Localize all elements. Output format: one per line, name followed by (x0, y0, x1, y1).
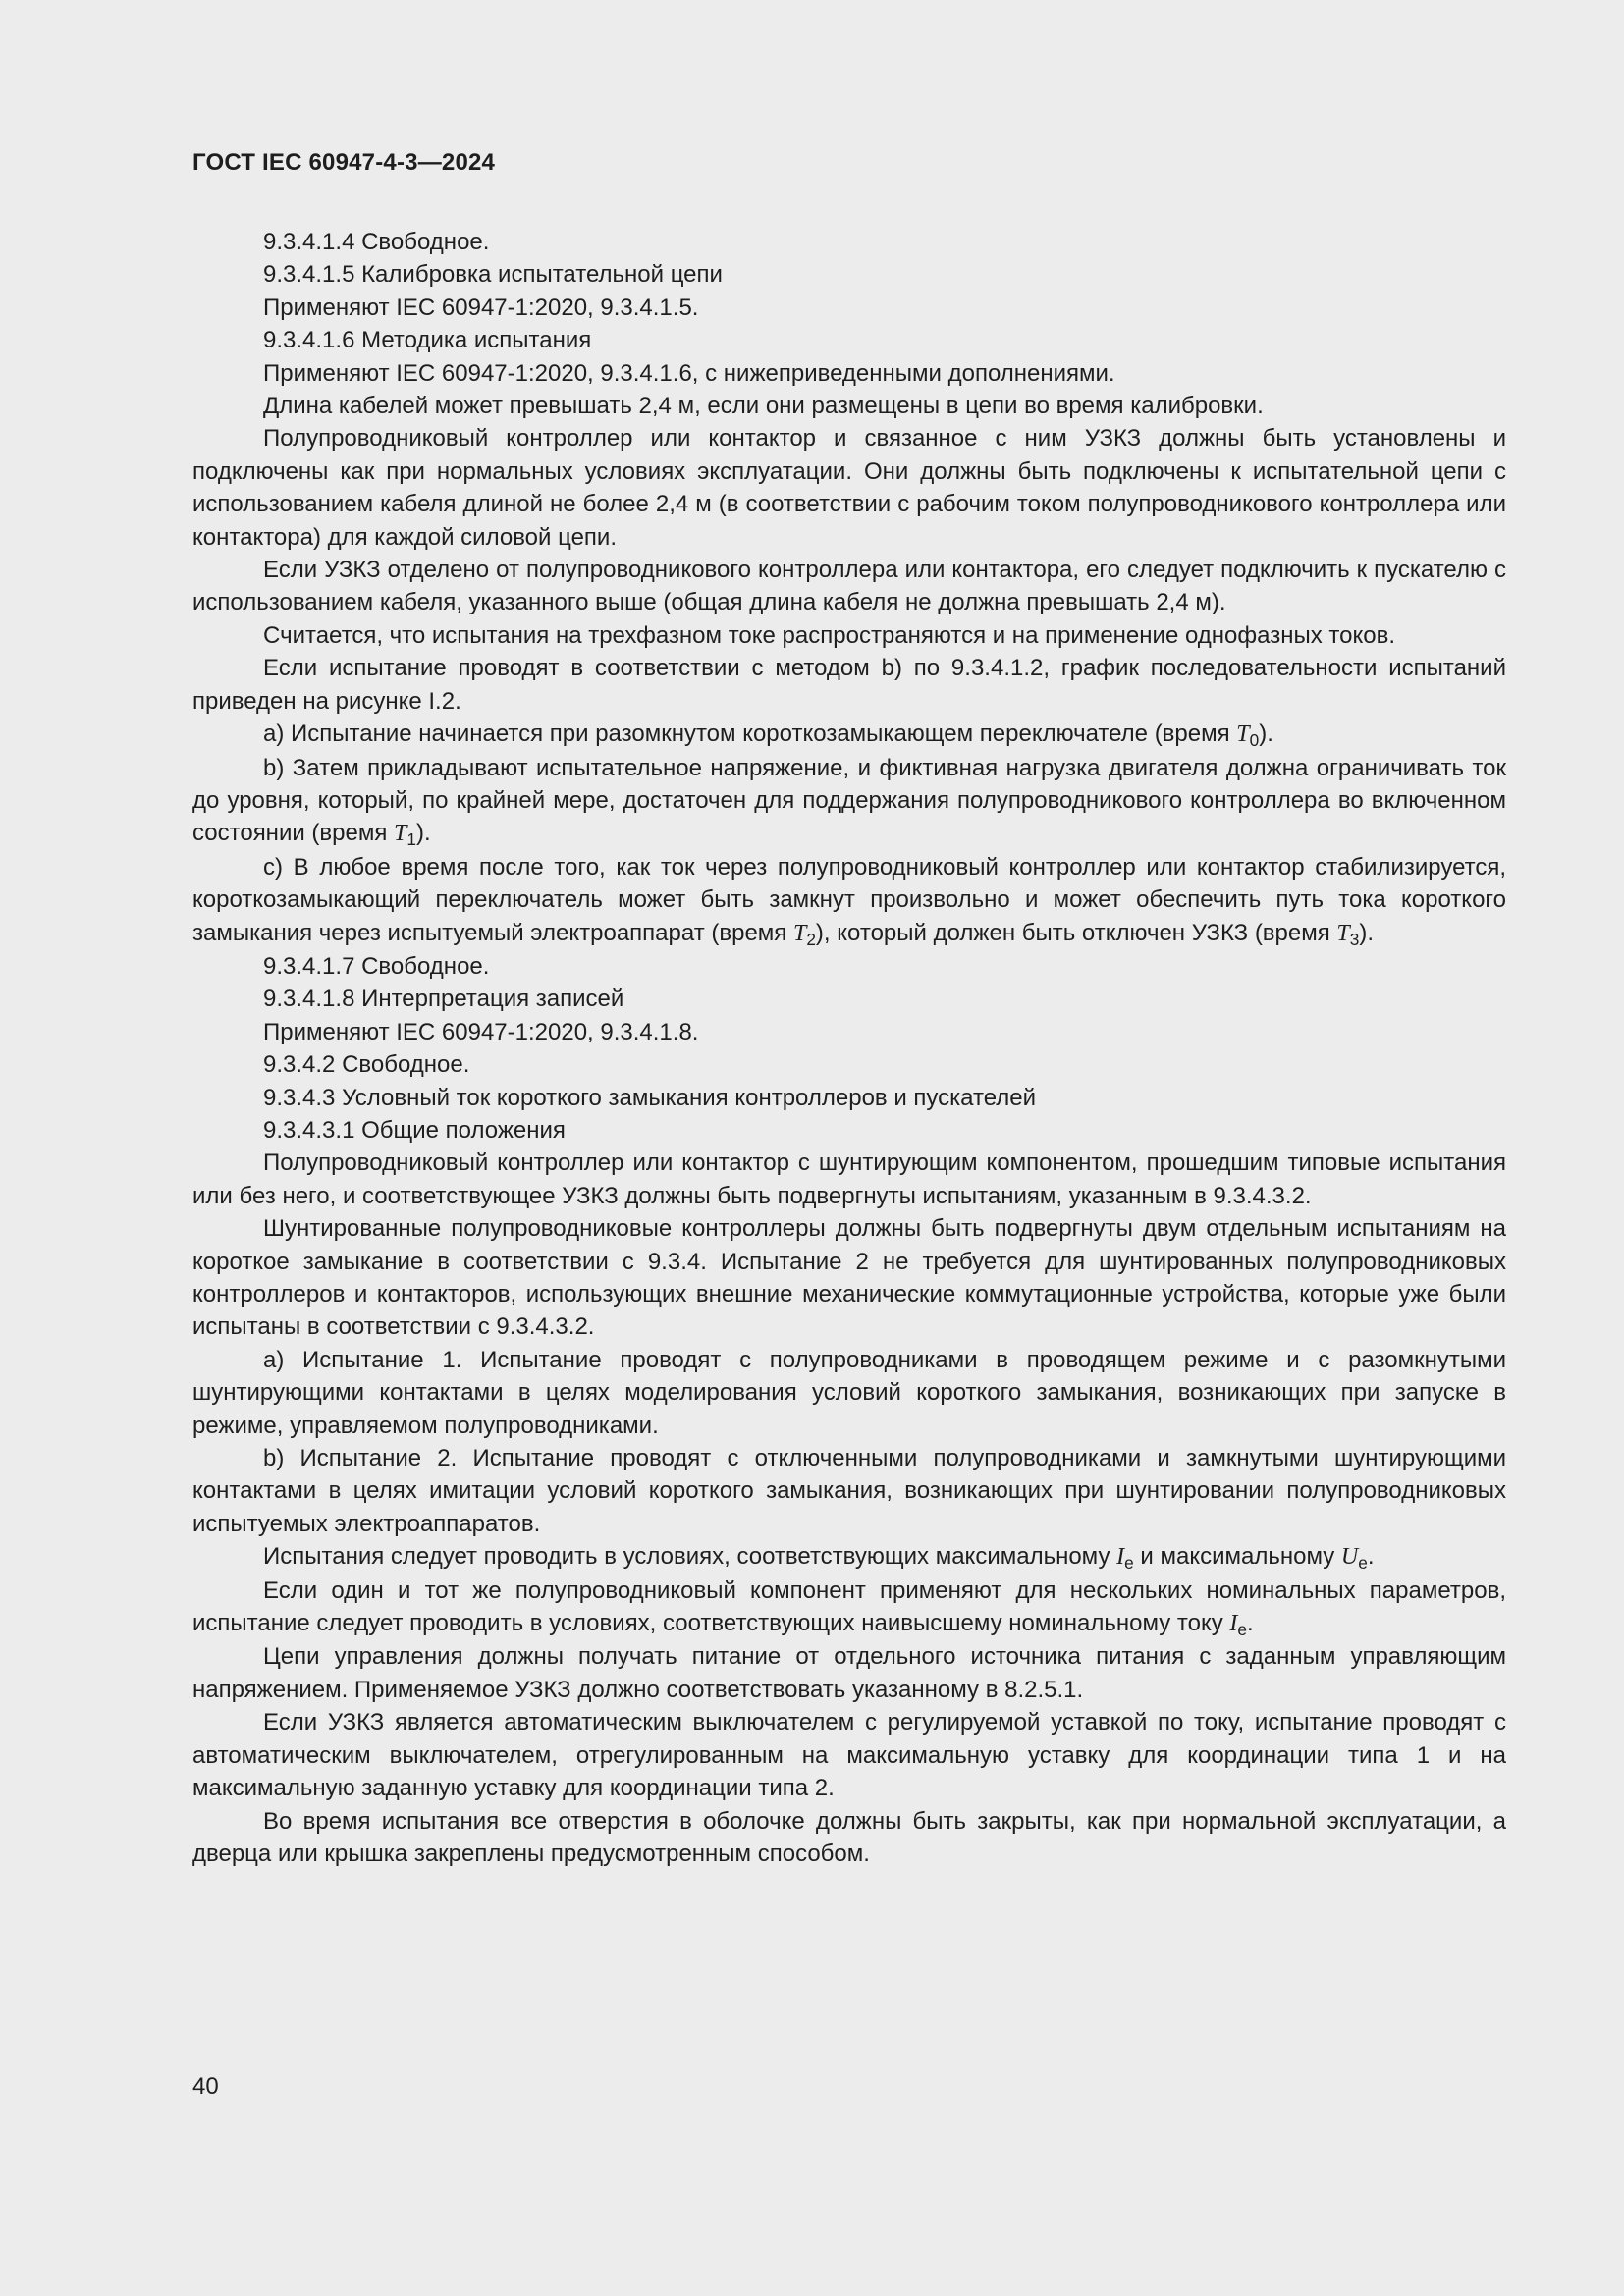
paragraph: Применяют IEC 60947-1:2020, 9.3.4.1.8. (263, 1018, 699, 1045)
paragraph: Применяют IEC 60947-1:2020, 9.3.4.1.6, с нижеприведенными дополнениями. (263, 359, 1115, 387)
paragraph: Если УЗКЗ является автоматическим выключателем с регулируемой уставкой по току, испытание проводят с автоматическим выключателем, отрегулированным на максимальную уставку для координации типа 1 и на максимальную заданную уставку для координации типа 2. (192, 1709, 1506, 1802)
section-heading-9-3-4-1-6: 9.3.4.1.6 Методика испытания (263, 327, 592, 354)
paragraph: Длина кабелей может превышать 2,4 м, если они размещены в цепи во время калибровки. (263, 393, 1264, 420)
list-item-a: a) Испытание 1. Испытание проводят с полупроводниками в проводящем режиме и с разомкнутыми шунтирующими контактами в целях моделирования условий короткого замыкания, возникающих при запуске в режиме, управляемом полупроводниками. (192, 1346, 1506, 1439)
section-heading-9-3-4-1-5: 9.3.4.1.5 Калибровка испытательной цепи (263, 261, 723, 289)
section-heading-9-3-4-1-7: 9.3.4.1.7 Свободное. (263, 952, 490, 980)
paragraph: Применяют IEC 60947-1:2020, 9.3.4.1.5. (263, 294, 699, 321)
paragraph: Шунтированные полупроводниковые контроллеры должны быть подвергнуты двум отдельным испытаниям на короткое замыкание в соответствии с 9.3.4. Испытание 2 не требуется для шунтированных полупроводниковых контроллеров и контакторов, использующих внешние механические коммутационные устройства, которые уже были испытаны в соответствии с 9.3.4.3.2. (192, 1215, 1506, 1341)
paragraph: Цепи управления должны получать питание от отдельного источника питания с заданным управляющим напряжением. Применяемое УЗКЗ должно соответствовать указанному в 8.2.5.1. (192, 1643, 1506, 1703)
list-item-a: a) Испытание начинается при разомкнутом короткозамыкающем переключателе (время $T_0$). (263, 721, 1273, 750)
section-heading-9-3-4-1-8: 9.3.4.1.8 Интерпретация записей (263, 986, 624, 1013)
section-heading-9-3-4-2: 9.3.4.2 Свободное. (263, 1051, 470, 1079)
paragraph: Полупроводниковый контроллер или контактор с шунтирующим компонентом, прошедшим типовые испытания или без него, и соответствующее УЗКЗ должны быть подвергнуты испытаниям, указанным в 9.3.4.3.2. (192, 1149, 1506, 1209)
list-item-b: b) Затем прикладывают испытательное напряжение, и фиктивная нагрузка двигателя должна ограничивать ток до уровня, который, по крайней мере, достаточен для поддержания полупроводникового контроллера во включенном состоянии (время $T_1$). (192, 754, 1506, 850)
section-heading-9-3-4-3-1: 9.3.4.3.1 Общие положения (263, 1116, 566, 1144)
list-item-c: c) В любое время после того, как ток через полупроводниковый контроллер или контактор стабилизируется, короткозамыкающий переключатель может быть замкнут произвольно и может обеспечить путь тока короткого замыкания через испытуемый электроаппарат (время $T_2$), который должен быть отключен УЗКЗ (время $T_3$). (192, 853, 1506, 949)
document-header: ГОСТ IEC 60947-4-3—2024 (192, 149, 496, 176)
paragraph: Во время испытания все отверстия в оболочке должны быть закрыты, как при нормальной эксплуатации, а дверца или крышка закреплены предусмотренным способом. (192, 1807, 1506, 1867)
paragraph: Если один и тот же полупроводниковый компонент применяют для нескольких номинальных параметров, испытание следует проводить в условиях, соответствующих наивысшему номинальному току $I_e$. (192, 1576, 1506, 1639)
section-heading-9-3-4-1-4: 9.3.4.1.4 Свободное. (263, 229, 490, 255)
document-body (192, 226, 1506, 1870)
list-item-b: b) Испытание 2. Испытание проводят с отключенными полупроводниками и замкнутыми шунтирующими контактами в целях имитации условий короткого замыкания, возникающих при шунтировании полупроводниковых испытуемых электроаппаратов. (192, 1445, 1506, 1537)
paragraph: Считается, что испытания на трехфазном токе распространяются и на применение однофазных токов. (263, 621, 1395, 649)
paragraph: Если испытание проводят в соответствии с методом b) по 9.3.4.1.2, график последовательности испытаний приведен на рисунке I.2. (192, 655, 1506, 715)
paragraph: Если УЗКЗ отделено от полупроводникового контроллера или контактора, его следует подключить к пускателю с использованием кабеля, указанного выше (общая длина кабеля не должна превышать 2,4 м). (192, 557, 1506, 616)
paragraph: Полупроводниковый контроллер или контактор и связанное с ним УЗКЗ должны быть установлены и подключены как при нормальных условиях эксплуатации. Они должны быть подключены к испытательной цепи с использованием кабеля длиной не более 2,4 м (в соответствии с рабочим током полупроводникового контроллера или контактора) для каждой силовой цепи. (192, 425, 1506, 551)
paragraph: Испытания следует проводить в условиях, соответствующих максимальному $I_e$ и максимальному $U_e$. (263, 1543, 1375, 1574)
section-heading-9-3-4-3: 9.3.4.3 Условный ток короткого замыкания контроллеров и пускателей (263, 1084, 1037, 1111)
page-number: 40 (192, 2073, 219, 2100)
